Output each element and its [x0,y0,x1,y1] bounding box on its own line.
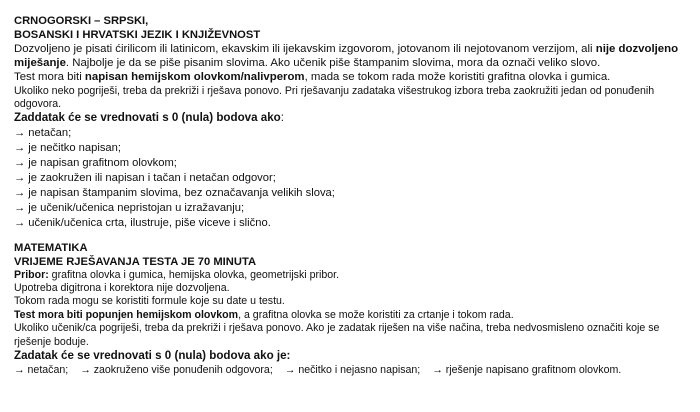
zero-points-heading: Zadatak će se vrednovati s 0 (nula) bodova ako je: [14,349,291,363]
zero-points-item: → netačan; [14,364,69,377]
supplies-label: Pribor: [14,268,49,281]
zero-points-item: → je napisan grafitnom olovkom; [14,156,177,169]
zero-points-item: → zaokruženo više ponuđenih odgovora; [80,364,273,377]
zero-points-item: → je napisan štampanim slovima, bez označavanja velikih slova; [14,186,335,199]
math-title-line2: VRIJEME RJEŠAVANJA TESTA JE 70 MINUTA [14,255,257,268]
zero-points-item: → rješenje napisano grafitnom olovkom. [432,364,622,377]
supplies-text: grafitna olovka i gumica, hemijska olovka, geometrijski pribor. [48,268,340,281]
zero-points-item: → je nečitko napisan; [14,141,121,154]
zero-points-heading-colon: : [280,111,284,125]
script-rule-emphasis: nije dozvoljeno miješanje [14,43,679,70]
section-spacer [14,231,686,241]
language-title-line1: CRNOGORSKI – SRPSKI, [14,15,149,27]
correction-rule-line: Ukoliko učenik/ca pogriješi, treba da prekriži i rješava ponovo. Ako je zadatak riješen na više načina, treba nedvosmisleno označiti koje se rješenje boduje. [14,322,660,348]
zero-points-item: → je zaokružen ili napisan i tačan i netačan odgovor; [14,171,276,184]
zero-points-item: → nečitko i nejasno napisan; [284,364,421,377]
formula-rule: Tokom rada mogu se koristiti formule koje su date u testu. [14,295,285,308]
script-rule-text-c: . Najbolje je da se piše pisanim slovima. Ako učenik piše štampanim slovima, mora da označi veliko slovo. [65,57,601,70]
pen-rule-text: , a grafitna olovka se može koristiti za crtanje i tokom rada. [238,308,514,321]
supplies-line [14,269,686,282]
correction-rule-paragraph: Ukoliko neko pogriješi, treba da prekriži i rješava ponovo. Pri rješavanju zadataka višestrukog izbora treba zaokružiti jedan od ponuđenih odgovora. [14,84,655,111]
pen-rule-text-a: Test mora biti [14,71,85,84]
pen-rule-text-c: , mada se tokom rada može koristiti grafitna olovka i gumica. [304,71,611,84]
zero-points-list [14,363,686,377]
pen-rule-line [14,309,686,322]
script-rule-text-a: Dozvoljeno je pisati ćirilicom ili latinicom, ekavskim ili ijekavskim izgovorom, jotovanom ili nejotovanom verzijom, ali [14,43,596,55]
pen-rule-emphasis: napisan hemijskom olovkom/nalivperom [84,71,305,84]
zero-points-item: → učenik/učenica crta, ilustruje, piše viceve i slično. [14,216,271,229]
math-section [14,241,686,378]
language-section [14,14,686,231]
pen-rule-emphasis: Test mora biti popunjen hemijskom olovkom [14,308,239,321]
zero-points-heading-text: Zaddatak će se vrednovati s 0 (nula) bodova ako [14,111,281,125]
math-title-line1: MATEMATIKA [14,241,88,254]
pen-rule-paragraph [14,70,686,84]
calculator-rule: Upotreba digitrona i korektora nije dozvoljena. [14,282,230,295]
language-title-line2: BOSANSKI I HRVATSKI JEZIK I KNJIŽEVNOST [14,29,261,41]
zero-points-item: → je učenik/učenica nepristojan u izražavanju; [14,201,245,214]
zero-points-item: → netačan; [14,126,72,139]
zero-points-heading [14,111,686,125]
script-rule-paragraph [14,42,686,70]
